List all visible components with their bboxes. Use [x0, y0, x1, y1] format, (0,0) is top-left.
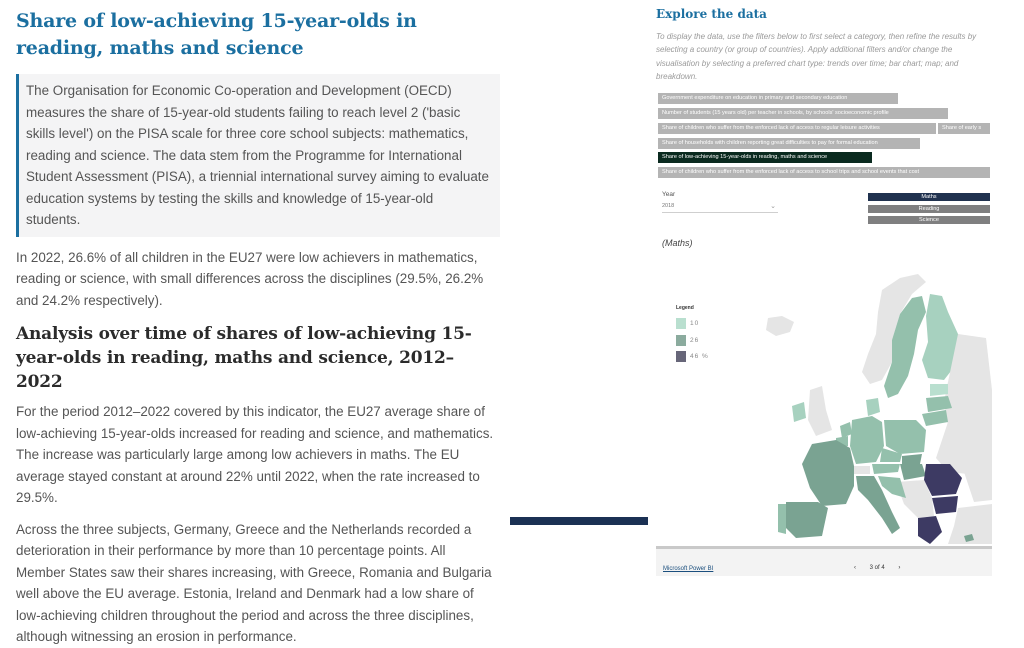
- subject-maths-button[interactable]: Maths: [868, 193, 990, 201]
- map-region-switzerland: [854, 466, 870, 474]
- category-button[interactable]: Number of students (15 years old) per teacher in schools, by schools' socioeconomic profile: [658, 108, 948, 119]
- countries-paragraph: Across the three subjects, Germany, Greece and the Netherlands recorded a deterioration in their performance by more than 10 percentage points. All Member States saw their shares increasing, with Greece, Romania and Bulgaria well above the EU average. Estonia, Ireland and Denmark had a low share of low-achieving children throughout the period and across the three disciplines, although witnessing an erosion in performance.: [16, 521, 492, 644]
- legend-swatch-low: [676, 318, 686, 329]
- section-heading: Analysis over time of shares of low-achieving 15-year-olds in reading, maths and science, 2012–2022: [16, 324, 472, 392]
- europe-map[interactable]: [686, 250, 992, 544]
- legend-label-mid: 26: [690, 337, 700, 344]
- legend-label-low: 10: [690, 320, 700, 327]
- intro-text: The Organisation for Economic Co-operation and Development (OECD) measures the share of 15-year-old students failing to reach level 2 ('basic skills level') on the PISA scale for three core school subjects: mathematics, reading and science. The data stem from the Programme for International Student Assessment (PISA), a triennial international survey aiming to evaluate education systems by testing the skills and knowledge of 15-year-old students.: [26, 83, 489, 227]
- powerbi-panel: [656, 0, 992, 576]
- summary-paragraph: In 2022, 26.6% of all children in the EU27 were low achievers in mathematics, reading or science, with small differences across the disciplines (29.5%, 26.2% and 24.2% respectively).: [16, 249, 484, 308]
- subject-science-button[interactable]: Science: [868, 216, 990, 224]
- map-region-bulgaria: [932, 496, 958, 514]
- legend-swatch-mid: [676, 335, 686, 346]
- category-button[interactable]: Government expenditure on education in primary and secondary education: [658, 93, 898, 104]
- year-label: Year: [662, 191, 676, 198]
- map-region-austria: [872, 464, 900, 474]
- accent-bar: [510, 517, 648, 525]
- map-region-lithuania: [922, 410, 948, 426]
- intro-callout: [16, 74, 500, 237]
- map-region-hungary: [900, 464, 926, 480]
- map-region-greece: [918, 516, 942, 544]
- map-region-slovakia: [902, 454, 922, 464]
- category-button[interactable]: Share of early s: [938, 123, 990, 134]
- category-button[interactable]: Share of households with children reporting great difficulties to pay for formal education: [658, 138, 920, 149]
- year-dropdown[interactable]: [662, 203, 778, 213]
- article: [16, 8, 506, 648]
- map-region-estonia: [930, 384, 948, 396]
- map-region-germany: [850, 416, 884, 464]
- prev-page-button[interactable]: ‹: [854, 565, 856, 571]
- legend-swatch-high: [676, 351, 686, 362]
- map-region-spain: [786, 502, 828, 538]
- year-value: 2018: [662, 203, 675, 209]
- map-region-ireland: [792, 402, 806, 422]
- page-navigator: [848, 565, 906, 571]
- legend-label-high: 46 %: [690, 353, 709, 360]
- page-title: Share of low-achieving 15-year-olds in reading, maths and science: [16, 10, 417, 59]
- explore-title: Explore the data: [656, 7, 767, 21]
- page-indicator: 3 of 4: [869, 565, 885, 571]
- map-region-poland: [884, 420, 926, 454]
- next-page-button[interactable]: ›: [898, 565, 901, 571]
- analysis-paragraph: For the period 2012–2022 covered by this indicator, the EU27 average share of low-achieving 15-year-olds increased for reading and science, and mathematics. The increase was particularly large among low achievers in maths. The EU average stayed constant at around 22% until 2022, when the rate increased to 29.5%.: [16, 404, 494, 505]
- category-button[interactable]: Share of children who suffer from the enforced lack of access to regular leisure activities: [658, 123, 936, 134]
- map-region-netherlands: [840, 422, 852, 438]
- category-button[interactable]: Share of children who suffer from the enforced lack of access to school trips and school events that cost: [658, 167, 990, 178]
- map-region-portugal: [778, 504, 786, 534]
- map-region-uk: [808, 386, 832, 436]
- chevron-down-icon: ⌄: [770, 203, 776, 210]
- map-caption: (Maths): [662, 238, 693, 248]
- subject-reading-button[interactable]: Reading: [868, 205, 990, 213]
- map-region-france: [802, 440, 854, 506]
- powerbi-link[interactable]: Microsoft Power BI: [663, 566, 714, 572]
- explore-description: To display the data, use the filters below to first select a category, then refine the results by selecting a country (or group of countries). Apply additional filters and/or change the visualisation by selecting a preferred chart type: trends over time; bar chart; map; and breakdown.: [656, 32, 977, 81]
- map-region-denmark: [866, 398, 880, 416]
- category-button-active[interactable]: Share of low-achieving 15-year-olds in reading, maths and science: [658, 152, 872, 163]
- legend-title: Legend: [676, 305, 694, 311]
- map-region-iceland: [766, 316, 794, 336]
